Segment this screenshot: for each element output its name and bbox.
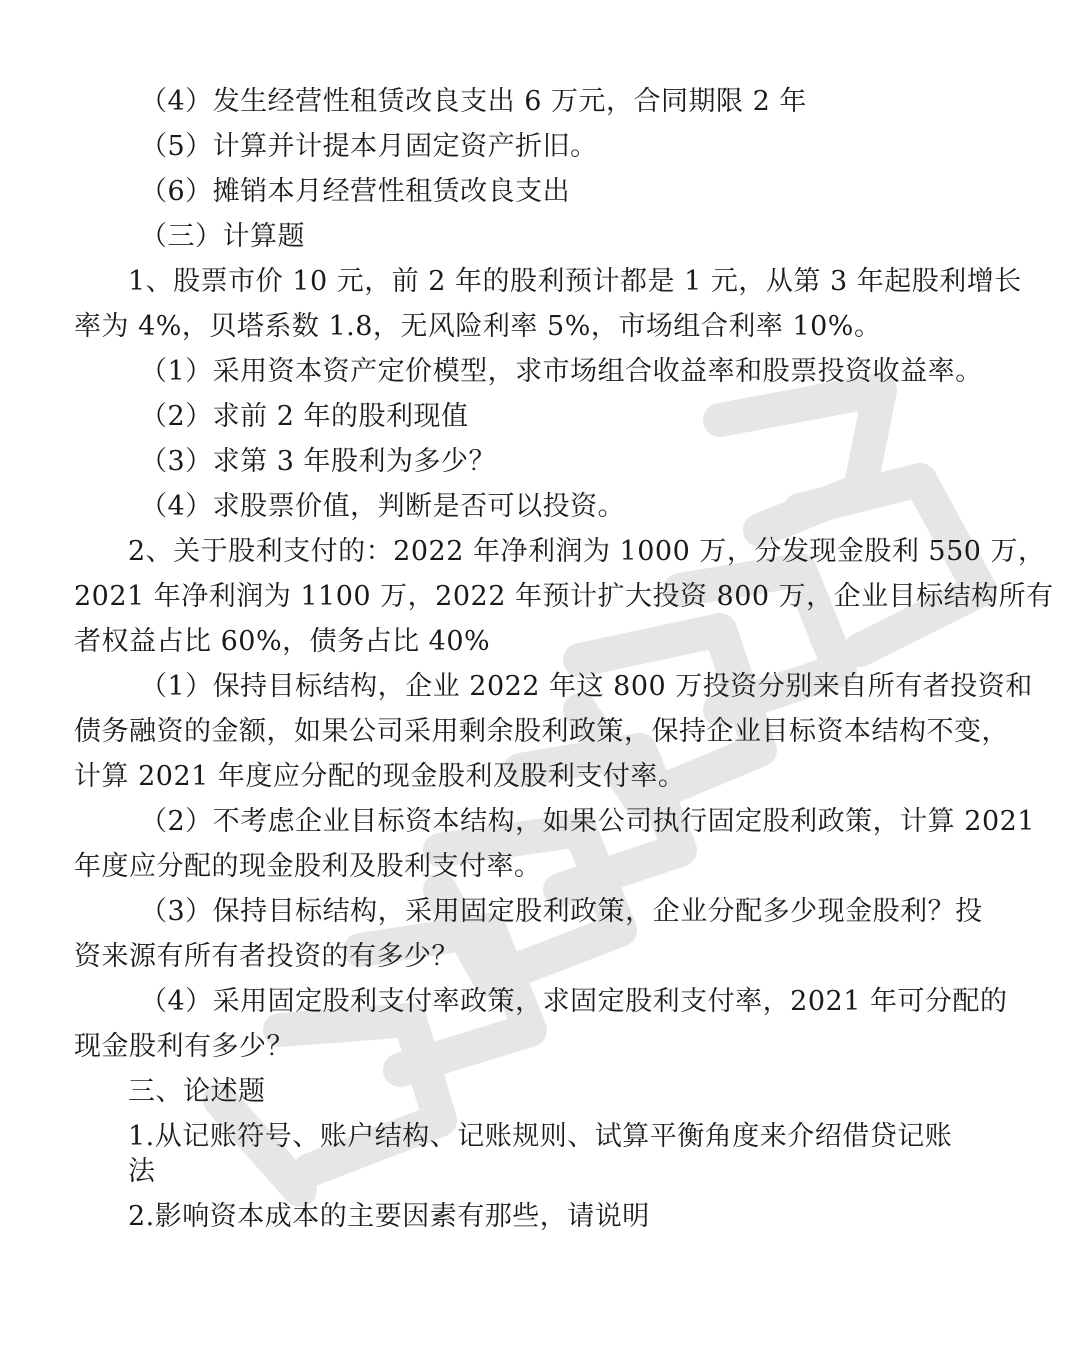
question-1-sub-4: （4）求股票价值，判断是否可以投资。 xyxy=(140,491,626,522)
question-2-line-3: 者权益占比 60%，债务占比 40% xyxy=(74,626,491,657)
question-1-line-2: 率为 4%，贝塔系数 1.8，无风险利率 5%，市场组合利率 10%。 xyxy=(74,311,882,342)
essay-question-1-line-1: 1.从记账符号、账户结构、记账规则、试算平衡角度来介绍借贷记账 xyxy=(128,1121,953,1152)
question-2-line-2: 2021 年净利润为 1100 万，2022 年预计扩大投资 800 万，企业目标结构所有 xyxy=(74,581,1054,612)
question-1-sub-2: （2）求前 2 年的股利现值 xyxy=(140,401,469,432)
question-2-sub-4-line-1: （4）采用固定股利支付率政策，求固定股利支付率，2021 年可分配的 xyxy=(140,986,1008,1017)
question-2-sub-1-line-2: 债务融资的金额，如果公司采用剩余股利政策，保持企业目标资本结构不变， xyxy=(74,716,1009,747)
question-1-sub-3: （3）求第 3 年股利为多少？ xyxy=(140,446,497,477)
question-2-sub-1-line-3: 计算 2021 年度应分配的现金股利及股利支付率。 xyxy=(74,761,686,792)
question-2-sub-4-line-2: 现金股利有多少？ xyxy=(74,1031,294,1062)
question-2-sub-3-line-2: 资来源有所有者投资的有多少？ xyxy=(74,941,459,972)
question-1-sub-1: （1）采用资本资产定价模型，求市场组合收益率和股票投资收益率。 xyxy=(140,356,983,387)
question-2-sub-2-line-2: 年度应分配的现金股利及股利支付率。 xyxy=(74,851,542,882)
text-line-1: （4）发生经营性租赁改良支出 6 万元，合同期限 2 年 xyxy=(140,86,807,117)
question-2-sub-1-line-1: （1）保持目标结构，企业 2022 年这 800 万投资分别来自所有者投资和 xyxy=(140,671,1033,702)
question-2-sub-3-line-1: （3）保持目标结构，采用固定股利政策，企业分配多少现金股利？投 xyxy=(140,896,983,927)
text-line-3: （6）摊销本月经营性租赁改良支出 xyxy=(140,176,571,207)
question-2-sub-2-line-1: （2）不考虑企业目标资本结构，如果公司执行固定股利政策，计算 2021 xyxy=(140,806,1035,837)
section-heading-calculation: （三）计算题 xyxy=(140,221,305,252)
essay-question-1-line-2: 法 xyxy=(128,1156,156,1187)
essay-question-2: 2.影响资本成本的主要因素有那些，请说明 xyxy=(128,1201,650,1232)
question-1-line-1: 1、股票市价 10 元，前 2 年的股利预计都是 1 元，从第 3 年起股利增长 xyxy=(128,266,1022,297)
text-line-2: （5）计算并计提本月固定资产折旧。 xyxy=(140,131,598,162)
section-heading-essay: 三、论述题 xyxy=(128,1076,266,1107)
question-2-line-1: 2、关于股利支付的：2022 年净利润为 1000 万，分发现金股利 550 万， xyxy=(128,536,1046,567)
